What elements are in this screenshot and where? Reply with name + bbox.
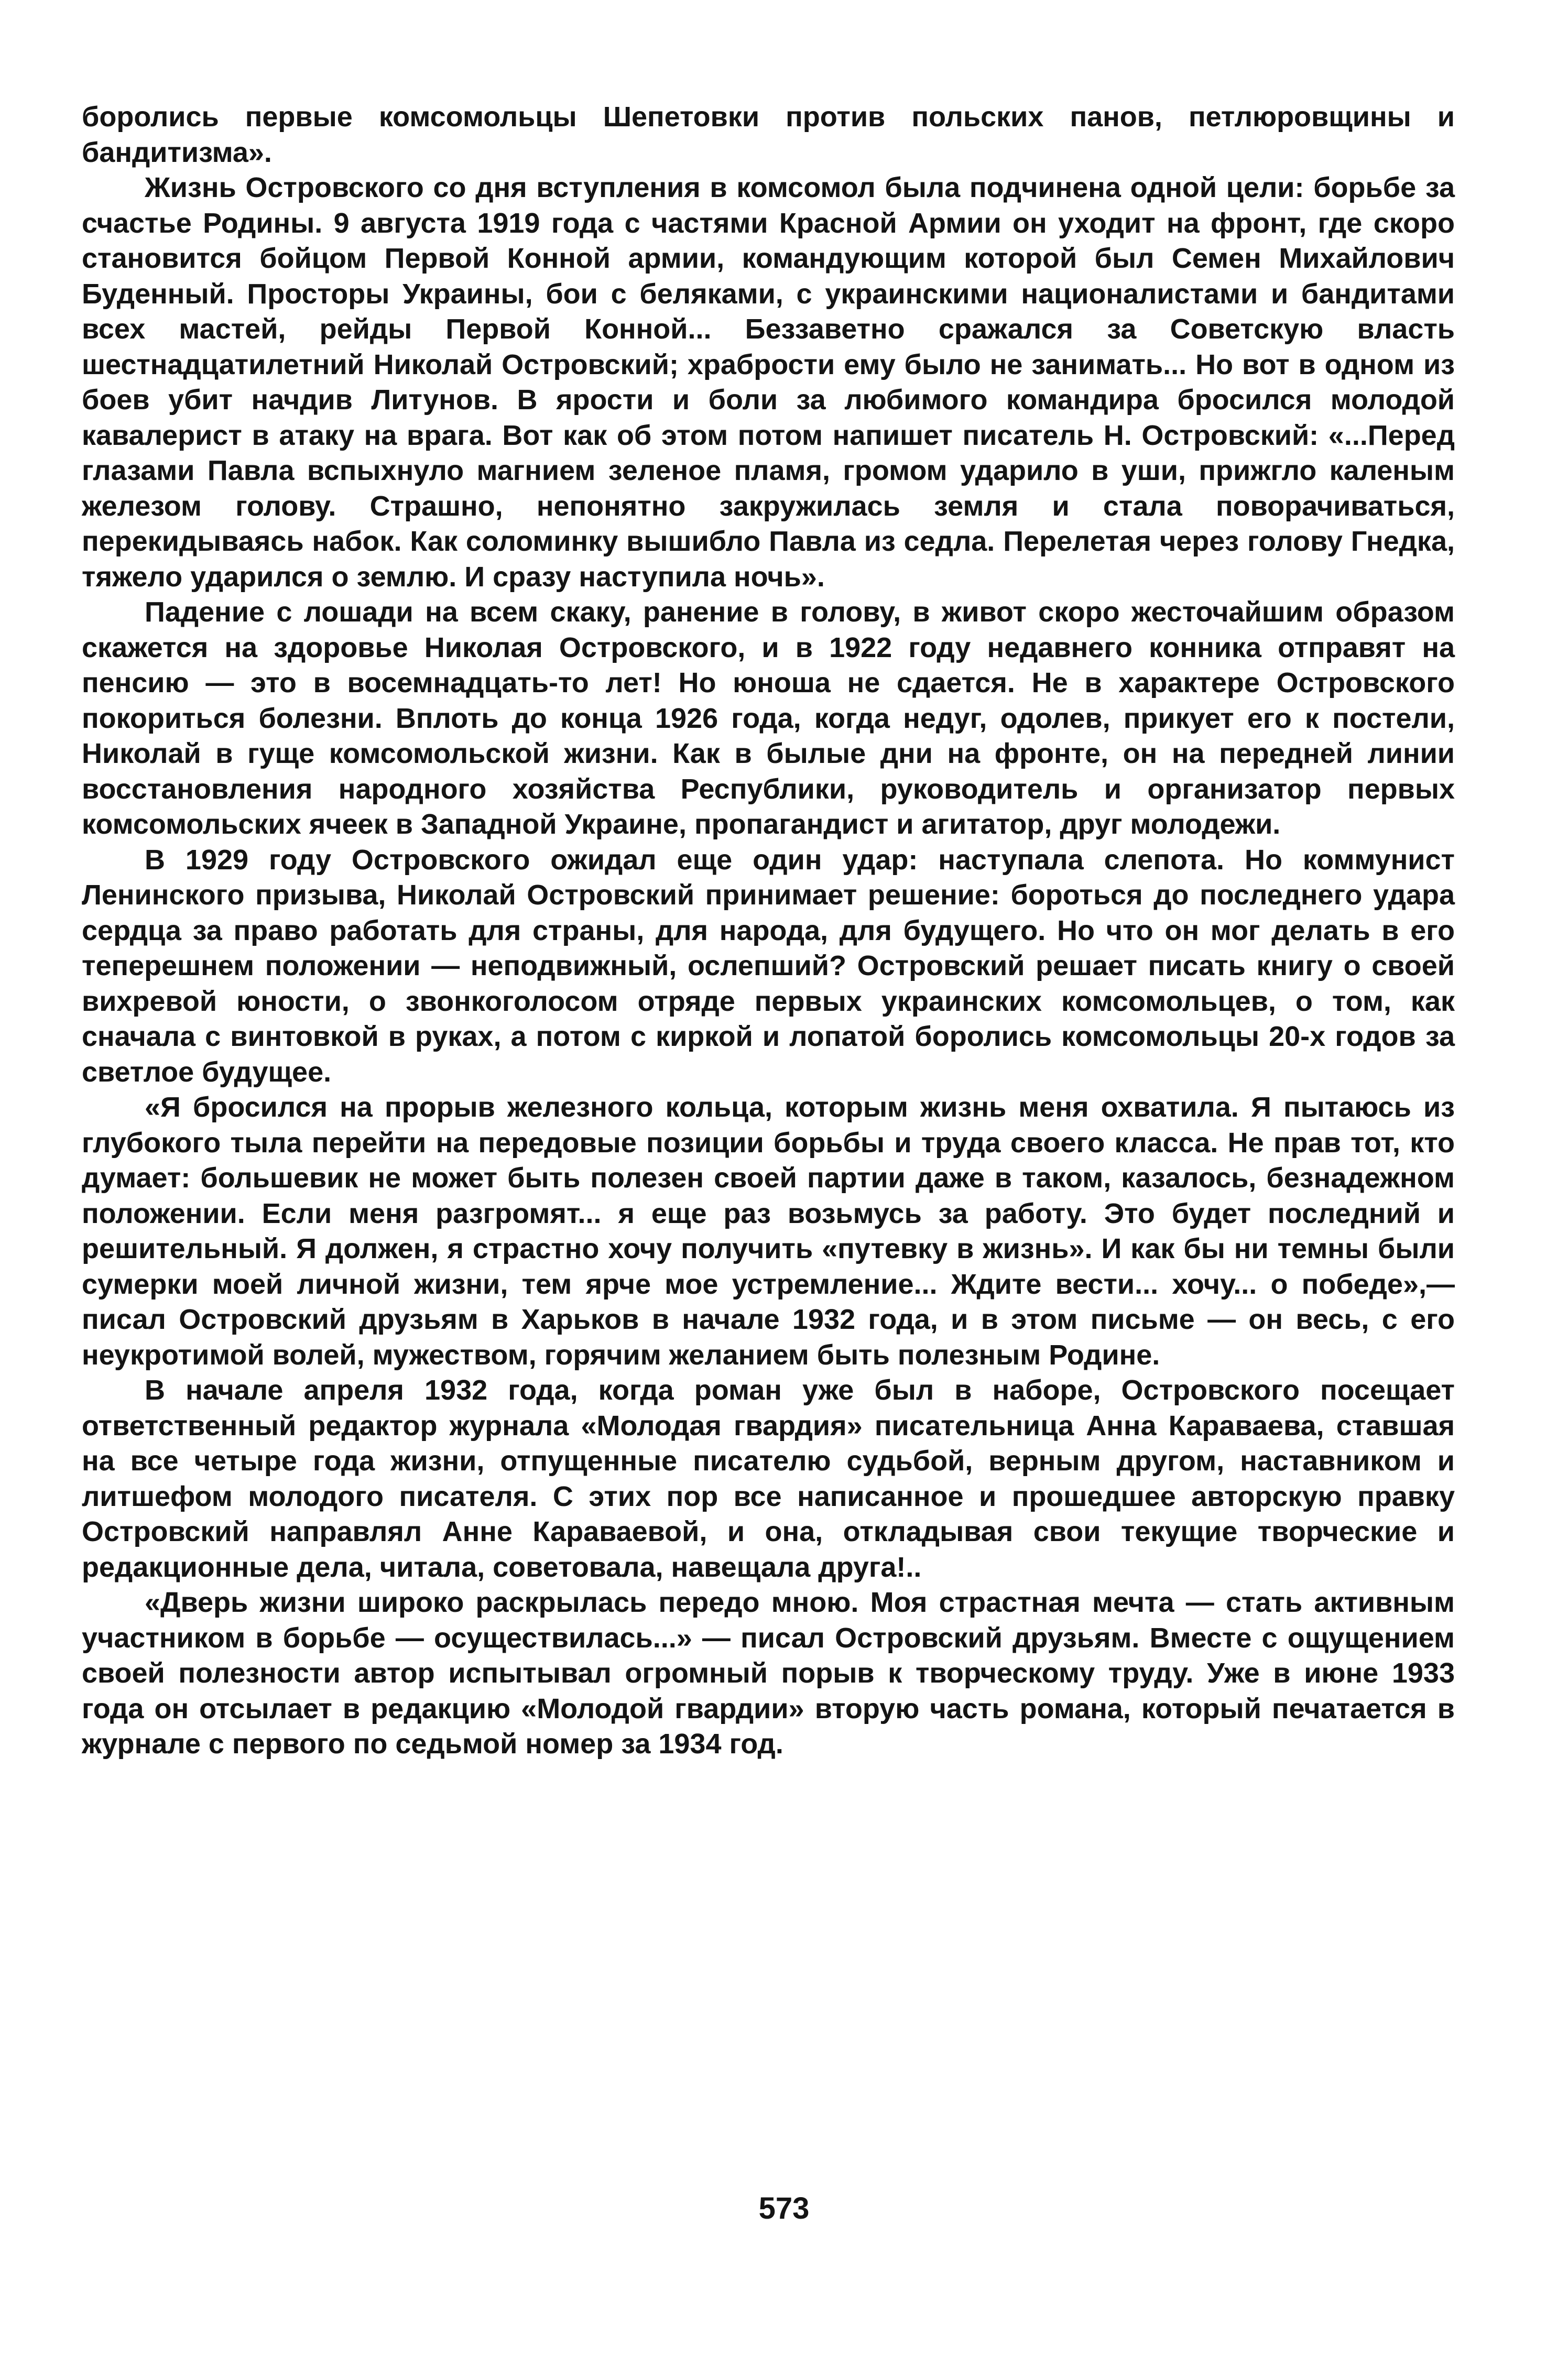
paragraph-3: Падение с лошади на всем скаку, ранение в голову, в живот скоро жесточайшим образом скажется на здоровье Николая Островского, и в 1922 году недавнего конника отправят на пенсию — это в восемнадцать-то лет! Но юноша не сдается. Не в характере Островского покориться болезни. Вплоть до конца 1926 года, когда недуг, одолев, прикует его к постели, Николай в гуще комсомольской жизни. Как в былые дни на фронте, он на передней линии восстановления народного хозяйства Республики, руководитель и организатор первых комсомольских ячеек в Западной Украине, пропагандист и агитатор, друг молодежи. — [82, 596, 1455, 840]
page-number: 573 — [758, 2191, 810, 2225]
paragraph-5: «Я бросился на прорыв железного кольца, которым жизнь меня охватила. Я пытаюсь из глубокого тыла перейти на передовые позиции борьбы и труда своего класса. Не прав тот, кто думает: большевик не может быть полезен своей партии даже в таком, казалось, безнадежном положении. Если меня разгромят... я еще раз возьмусь за работу. Это будет последний и решительный. Я должен, я страстно хочу получить «путевку в жизнь». И как бы ни темны были сумерки моей личной жизни, тем ярче мое устремление... Ждите вести... хочу... о победе»,— писал Островский друзьям в Харьков в начале 1932 года, и в этом письме — он весь, с его неукротимой волей, мужеством, горячим желанием быть полезным Родине. — [82, 1091, 1455, 1371]
paragraph-6: В начале апреля 1932 года, когда роман уже был в наборе, Островского посещает ответственный редактор журнала «Молодая гвардия» писательница Анна Караваева, ставшая на все четыре года жизни, отпущенные писателю судьбой, верным другом, наставником и литшефом молодого писателя. С этих пор все написанное и прошедшее авторскую правку Островский направлял Анне Караваевой, и она, откладывая свои текущие творческие и редакционные дела, читала, советовала, навещала друга!.. — [82, 1374, 1455, 1583]
page-body — [82, 100, 1455, 1762]
paragraph-2: Жизнь Островского со дня вступления в комсомол была подчинена одной цели: борьбе за счастье Родины. 9 августа 1919 года с частями Красной Армии он уходит на фронт, где скоро становится бойцом Первой Конной армии, командующим которой был Семен Михайлович Буденный. Просторы Украины, бои с беляками, с украинскими националистами и бандитами всех мастей, рейды Первой Конной... Беззаветно сражался за Советскую власть шестнадцатилетний Николай Островский; храбрости ему было не занимать... Но вот в одном из боев убит начдив Литунов. В ярости и боли за любимого командира бросился молодой кавалерист в атаку на врага. Вот как об этом потом напишет писатель Н. Островский: «...Перед глазами Павла вспыхнуло магнием зеленое пламя, громом ударило в уши, прижгло каленым железом голову. Страшно, непонятно закружилась земля и стала поворачиваться, перекидываясь набок. Как соломинку вышибло Павла из седла. Перелетая через голову Гнедка, тяжело ударился о землю. И сразу наступила ночь». — [82, 172, 1455, 593]
paragraph-1: боролись первые комсомольцы Шепетовки против польских панов, петлюровщины и бандитизма». — [82, 101, 1455, 168]
paragraph-7: «Дверь жизни широко раскрылась передо мною. Моя страстная мечта — стать активным участником в борьбе — осуществилась...» — писал Островский друзьям. Вместе с ощущением своей полезности автор испытывал огромный порыв к творческому труду. Уже в июне 1933 года он отсылает в редакцию «Молодой гвардии» вторую часть романа, который печатается в журнале с первого по седьмой номер за 1934 год. — [82, 1587, 1455, 1760]
paragraph-4: В 1929 году Островского ожидал еще один удар: наступала слепота. Но коммунист Ленинского призыва, Николай Островский принимает решение: бороться до последнего удара сердца за право работать для страны, для народа, для будущего. Но что он мог делать в его теперешнем положении — неподвижный, ослепший? Островский решает писать книгу о своей вихревой юности, о звонкоголосом отряде первых украинских комсомольцев, о том, как сначала с винтовкой в руках, а потом с киркой и лопатой боролись комсомольцы 20-х годов за светлое будущее. — [82, 844, 1455, 1088]
